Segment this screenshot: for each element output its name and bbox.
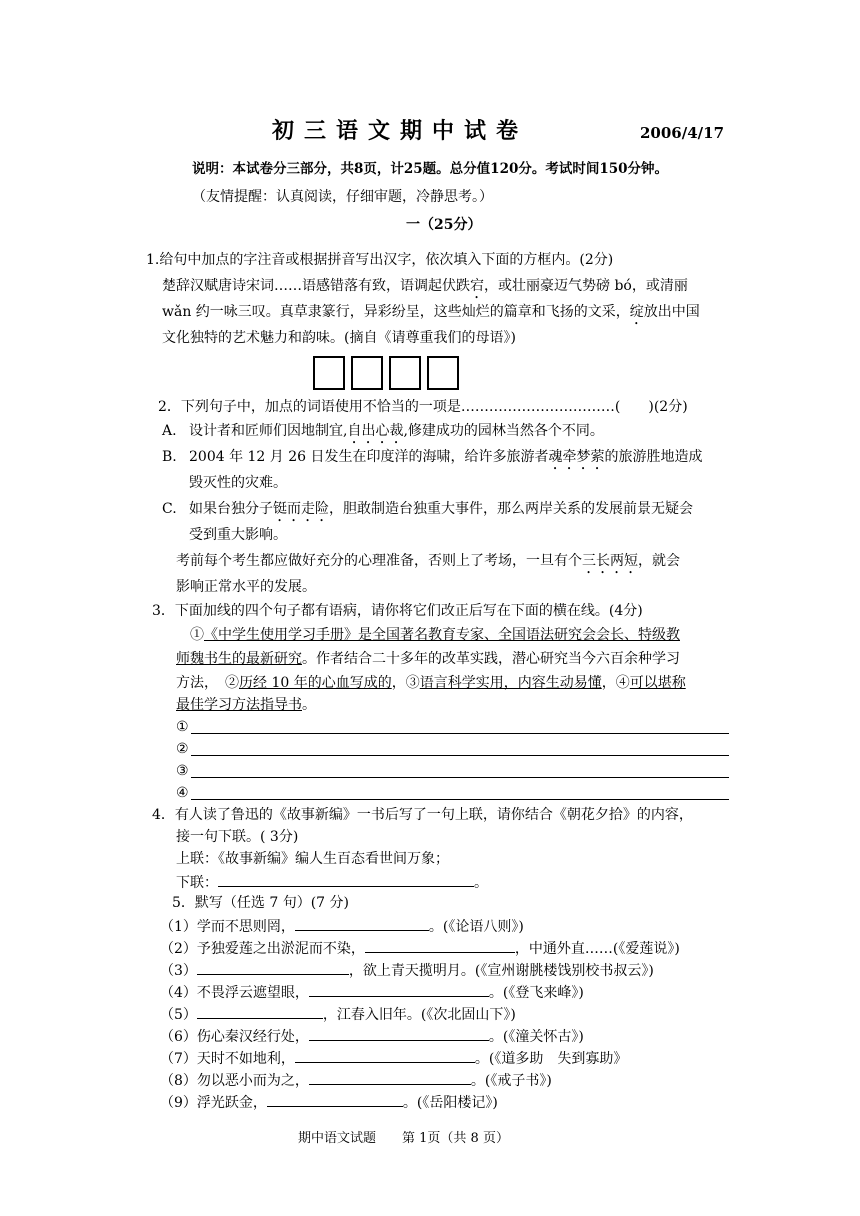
q5-item-8: （8）勿以恶小而为之， 。(《戒子书》) [160,1068,552,1092]
answer-blank[interactable] [365,936,515,953]
underlined-sentence: 最佳学习方法指导书 [176,697,302,713]
q5-item-6: （6）伤心秦汉经行处， 。(《潼关怀古》) [160,1024,584,1048]
q5-item-1: （1）学而不思则罔， 。(《论语八则》) [160,914,524,938]
answer-blank[interactable] [295,1046,475,1063]
q5-item-5: （5） ，江春入旧年。(《次北固山下》) [160,1002,516,1026]
q4-lower-couplet: 下联： 。 [176,870,488,894]
q3-answer-mark-1: ① [176,719,189,735]
q5-item-9: （9）浮光跃金， 。(《岳阳楼记》) [160,1090,498,1114]
friendly-reminder: （友情提醒：认真阅读，仔细审题，冷静思考。） [192,189,493,205]
answer-box-1[interactable] [313,356,345,390]
q4-stem-line1: 4．有人读了鲁迅的《故事新编》一书后写了一句上联，请你结合《朝花夕拾》的内容， [152,807,693,823]
q5-item-4: （4）不畏浮云遮望眼， 。(《登飞来峰》) [160,980,584,1004]
answer-blank[interactable] [309,1024,489,1041]
answer-blank[interactable] [267,1090,403,1107]
q2-stem: 2．下列句子中，加点的词语使用不恰当的一项是……………………………( )(2分) [158,399,688,415]
q5-item-2: （2）予独爱莲之出淤泥而不染， ，中通外直……(《爱莲说》) [160,936,680,960]
q2-option-b: 2004 年 12 月 26 日发生在印度洋的海啸，给许多旅游者魂牵梦萦的旅游胜地造成 [189,449,703,465]
q1-passage-line2: wǎn 约一咏三叹。真草隶篆行，异彩纷呈，这些灿烂的篇章和飞扬的文采，绽放出中国 [162,304,700,320]
dotted-word: 三长两短 [582,553,638,569]
answer-blank[interactable] [197,958,349,975]
q3-answer-line-2[interactable] [191,755,729,756]
exam-date: 2006/4/17 [640,124,725,142]
q3-answer-line-4[interactable] [191,799,729,800]
q3-answer-line-3[interactable] [191,777,729,778]
exam-instructions: 说明：本试卷分三部分，共8页，计25题。总分值120分。考试时间150分钟。 [192,161,669,177]
q1-passage-line1: 楚辞汉赋唐诗宋词……语感错落有致，语调起伏跌宕，或壮丽豪迈气势磅 bó，或清丽 [162,278,688,294]
answer-blank[interactable] [309,1068,471,1085]
q4-upper-couplet: 上联：《故事新编》编人生百态看世间万象； [176,851,449,867]
q3-answer-line-1[interactable] [191,733,729,734]
q2-option-c: 如果台独分子铤而走险，胆敢制造台独重大事件，那么两岸关系的发展前景无疑会 [189,501,693,517]
q3-stem: 3．下面加线的四个句子都有语病，请你将它们改正后写在下面的横在线。(4分) [152,603,643,619]
dotted-char: 宕 [470,278,484,294]
q3-passage-line2: 师魏书生的最新研究。作者结合二十多年的改革实践，潜心研究当今六百余种学习 [176,651,680,667]
dotted-char: 绽 [629,304,644,320]
q2-option-d: 考前每个考生都应做好充分的心理准备，否则上了考场，一旦有个三长两短，就会 [176,553,680,569]
q4-stem-line2: 接一句下联。( 3分) [176,829,299,845]
q1-stem: 1.给句中加点的字注音或根据拼音写出汉字，依次填入下面的方框内。(2分) [146,252,614,268]
q3-answer-mark-4: ④ [176,785,189,801]
underlined-sentence: 《中学生使用学习手册》是全国著名教育专家、全国语法研究会会长、特级教 [204,627,680,643]
section-heading: 一（25分） [406,217,482,233]
q5-item-3: （3） ，欲上青天揽明月。(《宣州谢朓楼饯别校书叔云》) [160,958,654,982]
q2-option-c-cont: 受到重大影响。 [189,527,287,543]
page-title: 初三语文期中试卷 [272,118,529,144]
q2-option-b-label: B. [162,449,177,465]
q2-option-b-cont: 毁灭性的灾难。 [189,475,287,491]
q5-item-7: （7）天时不如地利， 。(《道多助 失到寡助》 [160,1046,627,1070]
answer-blank[interactable] [218,870,474,887]
answer-blank[interactable] [295,914,429,931]
underlined-sentence: 师魏书生的最新研究 [176,651,302,667]
dotted-word: 自出心裁 [347,423,404,439]
dotted-word: 铤而走险 [273,501,329,517]
footer-page-number: 第 1页（共 8 页） [402,1131,509,1146]
q3-answer-mark-3: ③ [176,763,189,779]
underlined-sentence: 可以堪称 [629,675,686,691]
q5-stem: 5．默写（任选 7 句）(7 分) [172,895,349,911]
q3-passage-line1: ①《中学生使用学习手册》是全国著名教育专家、全国语法研究会会长、特级教 [190,627,680,643]
q2-option-a: 设计者和匠师们因地制宜,自出心裁,修建成功的园林当然各个不同。 [189,423,604,439]
answer-box-3[interactable] [389,356,421,390]
footer-subject: 期中语文试题 [298,1131,377,1146]
q3-passage-line4: 最佳学习方法指导书。 [176,697,316,713]
answer-box-2[interactable] [351,356,383,390]
answer-blank[interactable] [197,1002,323,1019]
q1-passage-line3: 文化独特的艺术魅力和韵味。(摘自《请尊重我们的母语》) [162,330,516,346]
q2-option-a-label: A. [162,423,177,439]
underlined-sentence: 历经 10 年的心血写成的 [239,675,392,691]
q3-passage-line3: 方法， ②历经 10 年的心血写成的，③语言科学实用，内容生动易懂，④可以堪称 [176,675,686,691]
q2-option-c-label: C. [162,501,177,517]
q2-option-d-cont: 影响正常水平的发展。 [176,579,316,595]
answer-box-4[interactable] [427,356,459,390]
underlined-sentence: 语言科学实用，内容生动易懂 [419,675,602,691]
q3-answer-mark-2: ② [176,741,189,757]
answer-blank[interactable] [309,980,489,997]
dotted-word: 魂牵梦萦 [548,449,605,465]
